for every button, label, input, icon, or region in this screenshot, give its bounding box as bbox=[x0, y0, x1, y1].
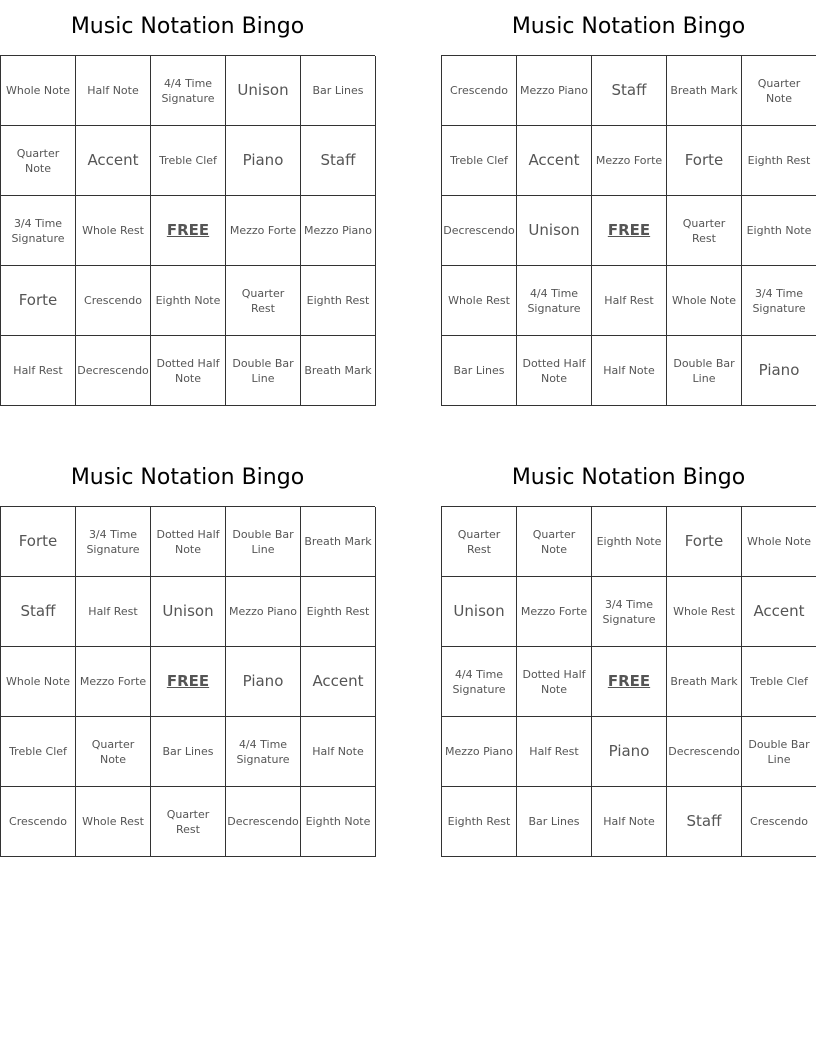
bingo-cell: Half Rest bbox=[592, 266, 667, 336]
bingo-cell: 4/4 Time Signature bbox=[226, 717, 301, 787]
card-title: Music Notation Bingo bbox=[70, 14, 305, 39]
bingo-cell: Mezzo Forte bbox=[76, 647, 151, 717]
bingo-cell: Eighth Rest bbox=[301, 577, 376, 647]
bingo-cell: Double Bar Line bbox=[226, 336, 301, 406]
bingo-cell: Half Rest bbox=[517, 717, 592, 787]
bingo-cell: Treble Clef bbox=[1, 717, 76, 787]
bingo-cell: 4/4 Time Signature bbox=[517, 266, 592, 336]
bingo-cell: Mezzo Piano bbox=[301, 196, 376, 266]
bingo-cell: Breath Mark bbox=[301, 507, 376, 577]
bingo-cell: Double Bar Line bbox=[742, 717, 816, 787]
bingo-cell: Eighth Rest bbox=[301, 266, 376, 336]
bingo-cell: Dotted Half Note bbox=[517, 336, 592, 406]
bingo-cell: 3/4 Time Signature bbox=[76, 507, 151, 577]
bingo-cell: 4/4 Time Signature bbox=[151, 56, 226, 126]
bingo-cell: Eighth Rest bbox=[442, 787, 517, 857]
bingo-cell: Bar Lines bbox=[442, 336, 517, 406]
bingo-cell: Half Note bbox=[76, 56, 151, 126]
bingo-cell: Decrescendo bbox=[76, 336, 151, 406]
bingo-cell: Whole Rest bbox=[667, 577, 742, 647]
bingo-cell: Mezzo Forte bbox=[517, 577, 592, 647]
card-title: Music Notation Bingo bbox=[511, 465, 746, 490]
bingo-cell: Staff bbox=[667, 787, 742, 857]
bingo-cell: Quarter Note bbox=[517, 507, 592, 577]
bingo-cell: Half Rest bbox=[76, 577, 151, 647]
bingo-cell: Quarter Rest bbox=[442, 507, 517, 577]
bingo-cell: Whole Rest bbox=[442, 266, 517, 336]
bingo-cell: Forte bbox=[667, 507, 742, 577]
free-space: FREE bbox=[151, 196, 226, 266]
bingo-cell: Bar Lines bbox=[517, 787, 592, 857]
bingo-cell: Unison bbox=[442, 577, 517, 647]
bingo-cell: Mezzo Piano bbox=[226, 577, 301, 647]
bingo-cell: Piano bbox=[592, 717, 667, 787]
bingo-cell: Decrescendo bbox=[226, 787, 301, 857]
bingo-grid bbox=[0, 55, 375, 406]
bingo-cell: Half Rest bbox=[1, 336, 76, 406]
bingo-cell: Accent bbox=[301, 647, 376, 717]
free-space: FREE bbox=[592, 647, 667, 717]
bingo-cell: Crescendo bbox=[742, 787, 816, 857]
bingo-cell: Mezzo Piano bbox=[442, 717, 517, 787]
bingo-grid bbox=[0, 506, 375, 857]
bingo-cell: Mezzo Forte bbox=[592, 126, 667, 196]
bingo-cell: 3/4 Time Signature bbox=[742, 266, 816, 336]
bingo-cell: Forte bbox=[1, 266, 76, 336]
bingo-cell: Decrescendo bbox=[442, 196, 517, 266]
bingo-cell: Staff bbox=[301, 126, 376, 196]
bingo-cell: Whole Note bbox=[742, 507, 816, 577]
free-space: FREE bbox=[592, 196, 667, 266]
bingo-cell: Whole Note bbox=[667, 266, 742, 336]
bingo-cell: Piano bbox=[742, 336, 816, 406]
bingo-cell: Unison bbox=[151, 577, 226, 647]
bingo-cell: Piano bbox=[226, 126, 301, 196]
bingo-cell: Breath Mark bbox=[667, 647, 742, 717]
bingo-cell: Forte bbox=[1, 507, 76, 577]
bingo-cell: Quarter Note bbox=[76, 717, 151, 787]
bingo-cell: 4/4 Time Signature bbox=[442, 647, 517, 717]
bingo-cell: Bar Lines bbox=[301, 56, 376, 126]
bingo-cell: Accent bbox=[517, 126, 592, 196]
bingo-cell: Accent bbox=[742, 577, 816, 647]
bingo-cell: Breath Mark bbox=[667, 56, 742, 126]
bingo-cell: Dotted Half Note bbox=[151, 507, 226, 577]
bingo-cell: Bar Lines bbox=[151, 717, 226, 787]
bingo-cell: 3/4 Time Signature bbox=[592, 577, 667, 647]
card-title: Music Notation Bingo bbox=[511, 14, 746, 39]
free-space: FREE bbox=[151, 647, 226, 717]
bingo-cell: Unison bbox=[517, 196, 592, 266]
bingo-cell: Half Note bbox=[592, 787, 667, 857]
bingo-cell: Crescendo bbox=[1, 787, 76, 857]
bingo-cell: Quarter Rest bbox=[151, 787, 226, 857]
bingo-cell: Eighth Note bbox=[151, 266, 226, 336]
bingo-cell: Quarter Rest bbox=[226, 266, 301, 336]
bingo-cell: Whole Rest bbox=[76, 787, 151, 857]
bingo-cell: Whole Note bbox=[1, 647, 76, 717]
bingo-cell: Quarter Note bbox=[742, 56, 816, 126]
bingo-cell: Dotted Half Note bbox=[151, 336, 226, 406]
bingo-cell: Dotted Half Note bbox=[517, 647, 592, 717]
bingo-grid bbox=[441, 55, 816, 406]
bingo-cell: Crescendo bbox=[442, 56, 517, 126]
bingo-cell: Quarter Rest bbox=[667, 196, 742, 266]
bingo-cell: Staff bbox=[592, 56, 667, 126]
bingo-cell: Eighth Note bbox=[742, 196, 816, 266]
bingo-cell: Double Bar Line bbox=[226, 507, 301, 577]
bingo-cell: Eighth Rest bbox=[742, 126, 816, 196]
bingo-cell: Treble Clef bbox=[151, 126, 226, 196]
bingo-cell: Double Bar Line bbox=[667, 336, 742, 406]
bingo-cell: Mezzo Piano bbox=[517, 56, 592, 126]
bingo-cell: Whole Note bbox=[1, 56, 76, 126]
bingo-cell: Unison bbox=[226, 56, 301, 126]
bingo-cell: Eighth Note bbox=[301, 787, 376, 857]
bingo-cell: Decrescendo bbox=[667, 717, 742, 787]
bingo-cell: Forte bbox=[667, 126, 742, 196]
bingo-cell: 3/4 Time Signature bbox=[1, 196, 76, 266]
bingo-cell: Treble Clef bbox=[442, 126, 517, 196]
bingo-cell: Crescendo bbox=[76, 266, 151, 336]
bingo-cell: Eighth Note bbox=[592, 507, 667, 577]
bingo-cell: Treble Clef bbox=[742, 647, 816, 717]
bingo-cell: Mezzo Forte bbox=[226, 196, 301, 266]
bingo-cell: Half Note bbox=[301, 717, 376, 787]
bingo-grid bbox=[441, 506, 816, 857]
bingo-cell: Whole Rest bbox=[76, 196, 151, 266]
bingo-cell: Half Note bbox=[592, 336, 667, 406]
bingo-cell: Staff bbox=[1, 577, 76, 647]
bingo-cell: Accent bbox=[76, 126, 151, 196]
bingo-cell: Breath Mark bbox=[301, 336, 376, 406]
bingo-cell: Quarter Note bbox=[1, 126, 76, 196]
bingo-cell: Piano bbox=[226, 647, 301, 717]
card-title: Music Notation Bingo bbox=[70, 465, 305, 490]
